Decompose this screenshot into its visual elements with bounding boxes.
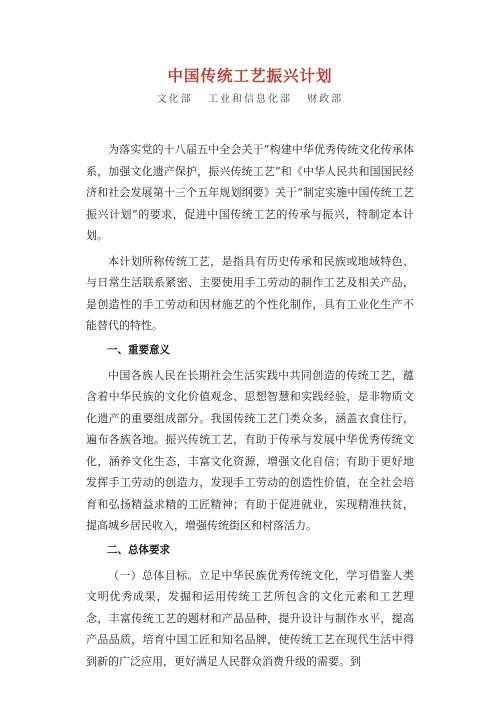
document-body: [86, 139, 414, 672]
author-ministry-culture: 文化部: [156, 94, 193, 105]
significance-paragraph: 中国各族人民在长期社会生活实践中共同创造的传统工艺，蕴含着中华民族的文化价值观念、思想智慧和实践经验，是非物质文化遗产的重要组成部分。我国传统工艺门类众多，涵盖衣食住行，遍布各族各地。振兴传统工艺，有助于传承与发展中华优秀传统文化，涵养文化生态，丰富文化资源，增强文化自信；有助于更好地发挥手工劳动的创造力，发现手工劳动的创造性价值，在全社会培育和弘扬精益求精的工匠精神；有助于促进就业，实现精准扶贫，提高城乡居民收入，增强传统街区和村落活力。: [86, 368, 414, 532]
intro-paragraph-1: 为落实党的十八届五中全会关于“构建中华优秀传统文化传承体系，加强文化遗产保护，振兴传统工艺”和《中华人民共和国国民经济和社会发展第十三个五年规划纲要》关于“制定实施中国传统工艺振兴计划”的要求，促进中国传统工艺的传承与振兴，特制定本计划。: [86, 143, 414, 242]
author-ministry-finance: 财政部: [307, 94, 344, 105]
section-heading-significance: 一、重要意义: [107, 343, 170, 356]
requirements-paragraph: （一）总体目标。立足中华民族优秀传统文化，学习借鉴人类文明优秀成果，发掘和运用传统工艺所包含的文化元素和工艺理念，丰富传统工艺的题材和产品品种，提升设计与制作水平，提高产品品质，培育中国工匠和知名品牌，使传统工艺在现代生活中得到新的广泛应用，更好满足人民群众消费升级的需要。到: [86, 568, 414, 668]
intro-paragraph-2: 本计划所称传统工艺，是指具有历史传承和民族或地域特色、与日常生活联系紧密、主要使用手工劳动的制作工艺及相关产品，是创造性的手工劳动和因材施艺的个性化制作，具有工业化生产不能替代的特性。: [86, 254, 414, 332]
document-title: 中国传统工艺振兴计划: [167, 67, 333, 85]
section-heading-requirements: 二、总体要求: [107, 543, 170, 556]
issuing-departments: [86, 93, 414, 107]
author-ministry-industry: 工业和信息化部: [208, 94, 292, 105]
